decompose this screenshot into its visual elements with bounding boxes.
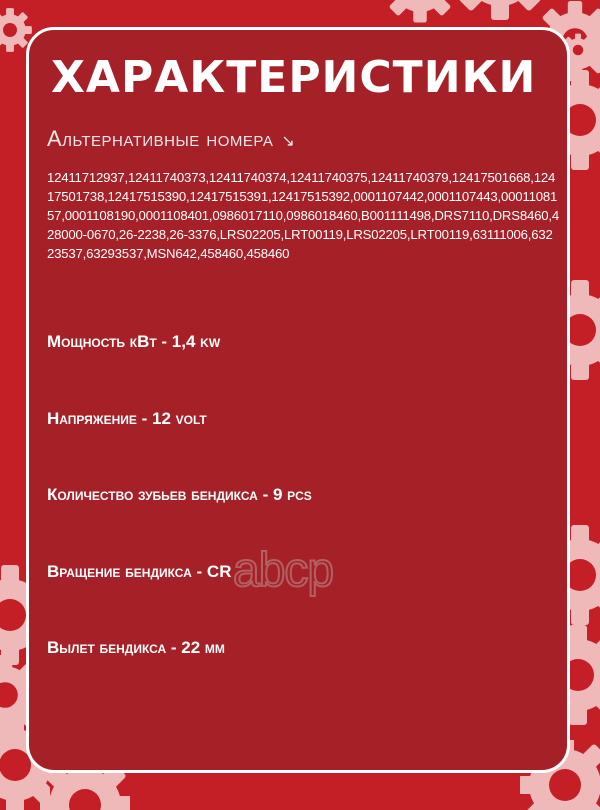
specs-card bbox=[26, 27, 570, 773]
watermark-logo: abcp bbox=[233, 544, 334, 597]
alt-numbers-heading bbox=[47, 128, 295, 150]
spec-teeth-count: Количество зубьев бендикса - 9 pcs bbox=[47, 485, 312, 504]
alt-numbers-label: Альтернативные номера bbox=[47, 126, 274, 151]
page-title: ХАРАКТЕРИСТИКИ bbox=[51, 52, 537, 103]
spec-bendix-offset: Вылет бендикса - 22 мм bbox=[47, 638, 225, 657]
spec-rotation: Вращение бендикса - CR bbox=[47, 562, 232, 581]
alt-numbers-list: 12411712937,12411740373,12411740374,12411740375,12411740379,12417501668,12417501738,12417515390,12417515391,12417515392,0001107442,0001107443,0001108157,0001108190,0001108401,0986017110,0986018460,B001111498,DRS7110,DRS8460,428000-0670,26-2238,26-3376,LRS02205,LRT00119,LRS02205,LRT00119,63111006,63223537,63293537,MSN642,458460,458460 bbox=[47, 170, 559, 261]
arrow-down-right-icon: ↘ bbox=[281, 133, 296, 150]
gear-icon bbox=[380, 0, 460, 30]
spec-voltage: Напряжение - 12 volt bbox=[47, 409, 207, 428]
spec-power: Мощность кВт - 1,4 kw bbox=[47, 332, 221, 351]
